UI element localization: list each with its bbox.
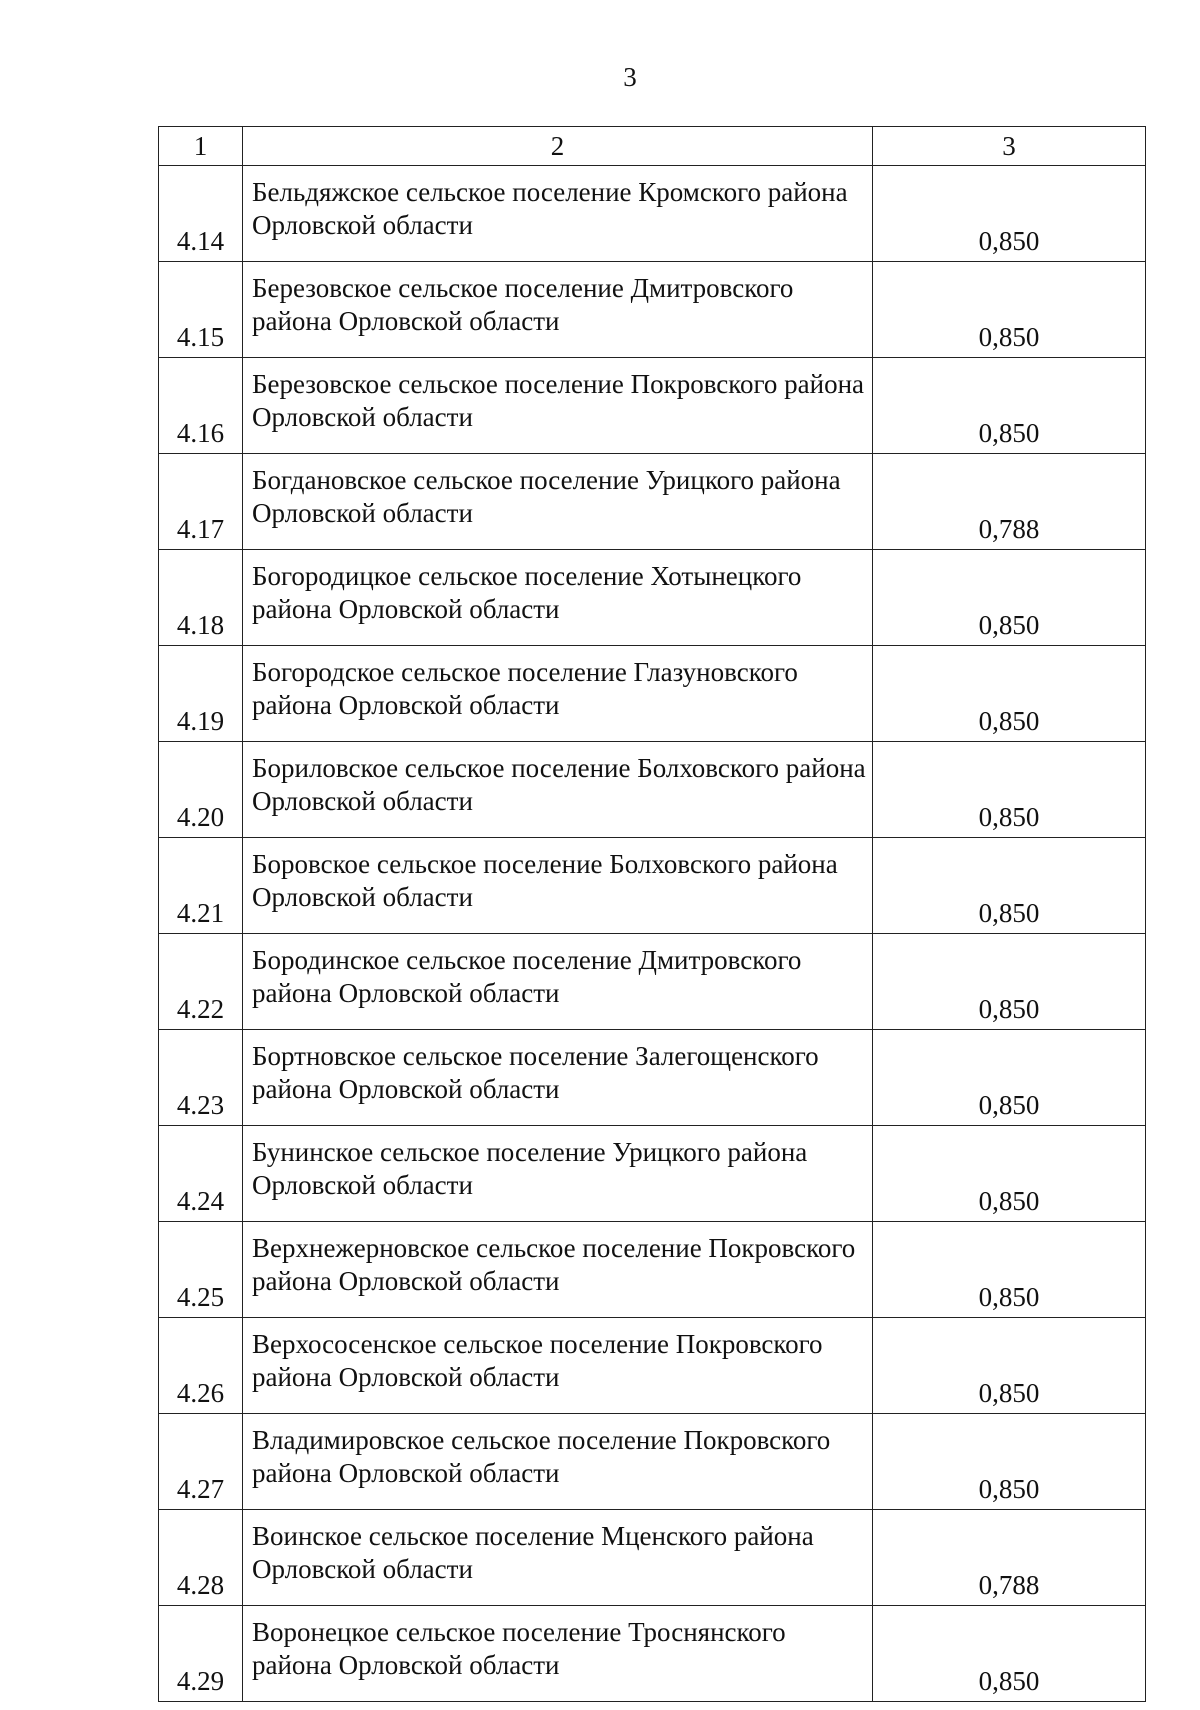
- coefficient-value: 0,850: [873, 1222, 1146, 1318]
- settlement-name: Березовское сельское поселение Дмитровского района Орловской области: [243, 262, 873, 358]
- settlements-table: [158, 126, 1146, 1702]
- coefficient-value: 0,850: [873, 646, 1146, 742]
- row-number: 4.14: [159, 166, 243, 262]
- column-header-1: 1: [159, 127, 243, 166]
- table-header-row: [159, 127, 1146, 166]
- table-row: [159, 1030, 1146, 1126]
- coefficient-value: 0,850: [873, 550, 1146, 646]
- table-row: [159, 550, 1146, 646]
- row-number: 4.21: [159, 838, 243, 934]
- coefficient-value: 0,850: [873, 1318, 1146, 1414]
- coefficient-value: 0,850: [873, 1030, 1146, 1126]
- column-header-3: 3: [873, 127, 1146, 166]
- coefficient-value: 0,850: [873, 1414, 1146, 1510]
- row-number: 4.19: [159, 646, 243, 742]
- coefficient-value: 0,850: [873, 1126, 1146, 1222]
- row-number: 4.27: [159, 1414, 243, 1510]
- coefficient-value: 0,850: [873, 838, 1146, 934]
- coefficient-value: 0,850: [873, 358, 1146, 454]
- column-header-2: 2: [243, 127, 873, 166]
- table-row: [159, 934, 1146, 1030]
- page-number: 3: [623, 62, 637, 92]
- settlement-name: Боровское сельское поселение Болховского района Орловской области: [243, 838, 873, 934]
- table-row: [159, 1126, 1146, 1222]
- settlement-name: Богородское сельское поселение Глазуновского района Орловской области: [243, 646, 873, 742]
- coefficient-value: 0,850: [873, 1606, 1146, 1702]
- table-row: [159, 454, 1146, 550]
- coefficient-value: 0,788: [873, 454, 1146, 550]
- settlement-name: Воронецкое сельское поселение Троснянского района Орловской области: [243, 1606, 873, 1702]
- table-row: [159, 1222, 1146, 1318]
- coefficient-value: 0,850: [873, 742, 1146, 838]
- table-row: [159, 358, 1146, 454]
- settlement-name: Бородинское сельское поселение Дмитровского района Орловской области: [243, 934, 873, 1030]
- settlement-name: Верхнежерновское сельское поселение Покровского района Орловской области: [243, 1222, 873, 1318]
- table-row: [159, 1606, 1146, 1702]
- row-number: 4.20: [159, 742, 243, 838]
- table-row: [159, 1414, 1146, 1510]
- settlement-name: Бортновское сельское поселение Залегощенского района Орловской области: [243, 1030, 873, 1126]
- table-row: [159, 838, 1146, 934]
- row-number: 4.29: [159, 1606, 243, 1702]
- settlement-name: Бельдяжское сельское поселение Кромского района Орловской области: [243, 166, 873, 262]
- row-number: 4.17: [159, 454, 243, 550]
- table-row: [159, 1510, 1146, 1606]
- settlement-name: Воинское сельское поселение Мценского района Орловской области: [243, 1510, 873, 1606]
- row-number: 4.15: [159, 262, 243, 358]
- settlement-name: Бунинское сельское поселение Урицкого района Орловской области: [243, 1126, 873, 1222]
- table-row: [159, 742, 1146, 838]
- row-number: 4.23: [159, 1030, 243, 1126]
- table-row: [159, 1318, 1146, 1414]
- coefficient-value: 0,850: [873, 934, 1146, 1030]
- row-number: 4.26: [159, 1318, 243, 1414]
- settlement-name: Верхососенское сельское поселение Покровского района Орловской области: [243, 1318, 873, 1414]
- table-row: [159, 262, 1146, 358]
- table-row: [159, 166, 1146, 262]
- row-number: 4.16: [159, 358, 243, 454]
- coefficient-value: 0,788: [873, 1510, 1146, 1606]
- settlement-name: Березовское сельское поселение Покровского района Орловской области: [243, 358, 873, 454]
- row-number: 4.24: [159, 1126, 243, 1222]
- table-body: [159, 166, 1146, 1702]
- coefficient-value: 0,850: [873, 166, 1146, 262]
- settlement-name: Богдановское сельское поселение Урицкого района Орловской области: [243, 454, 873, 550]
- row-number: 4.28: [159, 1510, 243, 1606]
- settlement-name: Владимировское сельское поселение Покровского района Орловской области: [243, 1414, 873, 1510]
- row-number: 4.25: [159, 1222, 243, 1318]
- coefficient-value: 0,850: [873, 262, 1146, 358]
- row-number: 4.18: [159, 550, 243, 646]
- settlement-name: Богородицкое сельское поселение Хотынецкого района Орловской области: [243, 550, 873, 646]
- settlement-name: Бориловское сельское поселение Болховского района Орловской области: [243, 742, 873, 838]
- table-row: [159, 646, 1146, 742]
- row-number: 4.22: [159, 934, 243, 1030]
